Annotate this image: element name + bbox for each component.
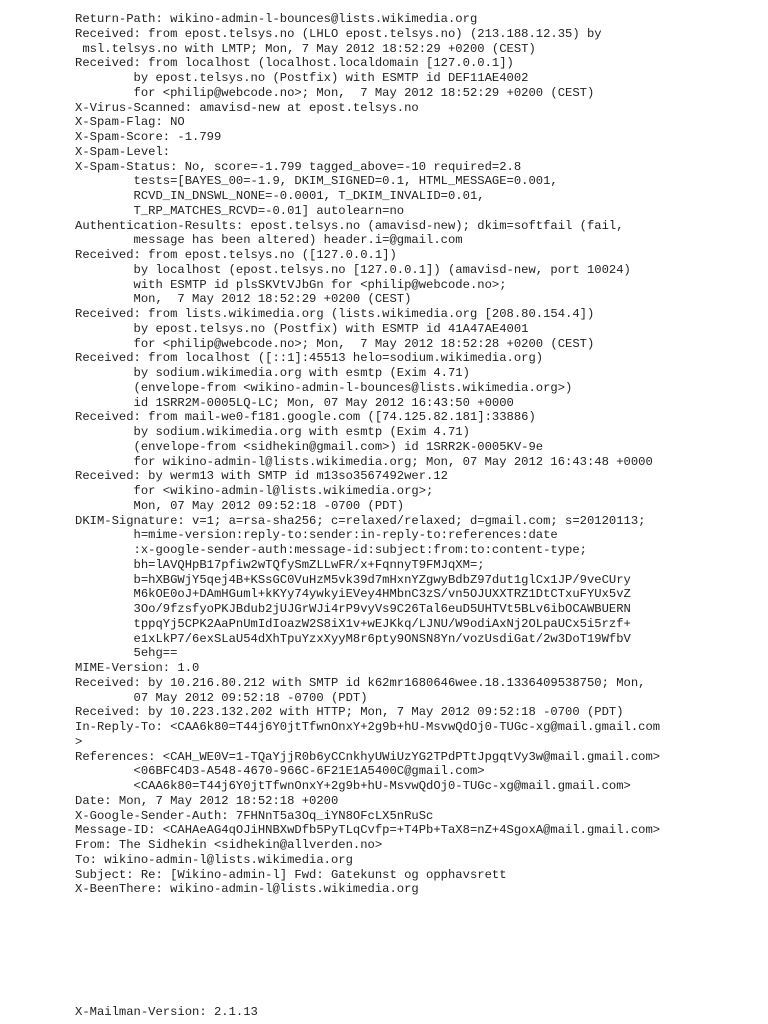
header-line: id 1SRR2M-0005LQ-LC; Mon, 07 May 2012 16:43:50 +0000 bbox=[75, 395, 514, 410]
header-line: Authentication-Results: epost.telsys.no (amavisd-new); dkim=softfail (fail, bbox=[75, 218, 624, 233]
header-line: b=hXBGWjY5qej4B+KSsGC0VuHzM5vk39d7mHxnYZgwyBdbZ97dut1glCx1JP/9veCUry bbox=[75, 572, 631, 587]
header-line: Received: from localhost ([::1]:45513 helo=sodium.wikimedia.org) bbox=[75, 351, 544, 366]
header-line: Received: by 10.216.80.212 with SMTP id k62mr1680646wee.18.1336409538750; Mon, bbox=[75, 675, 646, 690]
header-line: DKIM-Signature: v=1; a=rsa-sha256; c=relaxed/relaxed; d=gmail.com; s=20120113; bbox=[75, 513, 646, 528]
header-line: X-Spam-Level: bbox=[75, 144, 171, 159]
header-line: 3Oo/9fzsfyoPKJBdub2jUJGrWJi4rP9vyVs9C26Tal6euD5UHTVt5BLv6ibOCAWBUERN bbox=[75, 602, 631, 616]
header-line: X-Google-Sender-Auth: 7FHNnT5a3Oq_iYN8OFcLX5nRuSc bbox=[75, 808, 434, 823]
header-line: <06BFC4D3-A548-4670-966C-6F21E1A5400C@gmail.com> bbox=[75, 764, 485, 779]
header-line: :x-google-sender-auth:message-id:subject:from:to:content-type; bbox=[75, 543, 587, 557]
header-line: by localhost (epost.telsys.no [127.0.0.1]) (amavisd-new, port 10024) bbox=[75, 262, 631, 277]
header-line: Date: Mon, 7 May 2012 18:52:18 +0200 bbox=[75, 793, 339, 808]
header-line: T_RP_MATCHES_RCVD=-0.01] autolearn=no bbox=[75, 203, 405, 218]
header-line: Mon, 7 May 2012 18:52:29 +0200 (CEST) bbox=[75, 292, 412, 307]
header-line: by sodium.wikimedia.org with esmtp (Exim 4.71) bbox=[75, 366, 470, 380]
header-line: for <philip@webcode.no>; Mon, 7 May 2012 18:52:28 +0200 (CEST) bbox=[75, 336, 595, 351]
header-line: for <wikino-admin-l@lists.wikimedia.org>; bbox=[75, 484, 434, 498]
mailman-version-line: X-Mailman-Version: 2.1.13 bbox=[75, 1005, 258, 1019]
header-line: bh=lAVQHpB17pfiw2wTQfySmZLLwFR/x+FqnnyT9FMJqXM=; bbox=[75, 557, 485, 572]
header-line: Return-Path: wikino-admin-l-bounces@lists.wikimedia.org bbox=[75, 12, 478, 26]
header-line: Mon, 07 May 2012 09:52:18 -0700 (PDT) bbox=[75, 498, 405, 513]
header-line: Message-ID: <CAHAeAG4qOJiHNBXwDfb5PyTLqCvfp=+T4Pb+TaX8=nZ+4SgoxA@mail.gmail.com> bbox=[75, 823, 661, 838]
header-line: M6kOE0oJ+DAmHGuml+kKYy74ywkyiEVey4HMbnC3zS/vn5OJUXXTRZ1DtCTxuFYUx5vZ bbox=[75, 587, 631, 602]
header-line: From: The Sidhekin <sidhekin@allverden.no> bbox=[75, 838, 383, 852]
header-line: Received: from localhost (localhost.localdomain [127.0.0.1]) bbox=[75, 56, 514, 71]
header-line: In-Reply-To: <CAA6k80=T44j6Y0jtTfwnOnxY+2g9b+hU-MsvwQdOj0-TUGc-xg@mail.gmail.com bbox=[75, 720, 661, 734]
header-line: e1xLkP7/6exSLaU54dXhTpuYzxXyyM8r6pty9ONSN8Yn/vozUsdiGat/2w3DoT19WfbV bbox=[75, 631, 631, 646]
header-line: To: wikino-admin-l@lists.wikimedia.org bbox=[75, 852, 353, 867]
header-line: Received: from epost.telsys.no (LHLO epost.telsys.no) (213.188.12.35) by bbox=[75, 26, 602, 41]
header-line: <CAA6k80=T44j6Y0jtTfwnOnxY+2g9b+hU-MsvwQdOj0-TUGc-xg@mail.gmail.com> bbox=[75, 779, 631, 793]
header-line: (envelope-from <wikino-admin-l-bounces@lists.wikimedia.org>) bbox=[75, 380, 573, 395]
header-line: by sodium.wikimedia.org with esmtp (Exim 4.71) bbox=[75, 425, 470, 439]
header-line: by epost.telsys.no (Postfix) with ESMTP id DEF11AE4002 bbox=[75, 71, 529, 85]
header-line: References: <CAH_WE0V=1-TQaYjjR0b6yCCnkhyUWiUzYG2TPdPTtJpgqtVy3w@mail.gmail.com> bbox=[75, 749, 661, 764]
header-line: by epost.telsys.no (Postfix) with ESMTP id 41A47AE4001 bbox=[75, 321, 529, 336]
header-line: Received: by werm13 with SMTP id m13so3567492wer.12 bbox=[75, 469, 448, 484]
header-line: for wikino-admin-l@lists.wikimedia.org; Mon, 07 May 2012 16:43:48 +0000 bbox=[75, 454, 653, 469]
header-line: Received: from lists.wikimedia.org (lists.wikimedia.org [208.80.154.4]) bbox=[75, 307, 595, 321]
header-line: tests=[BAYES_00=-1.9, DKIM_SIGNED=0.1, HTML_MESSAGE=0.001, bbox=[75, 174, 558, 189]
header-line: X-Spam-Score: -1.799 bbox=[75, 130, 222, 144]
header-line: X-Spam-Status: No, score=-1.799 tagged_above=-10 required=2.8 bbox=[75, 159, 522, 174]
header-line: 07 May 2012 09:52:18 -0700 (PDT) bbox=[75, 690, 368, 705]
header-line: MIME-Version: 1.0 bbox=[75, 661, 200, 675]
header-line: (envelope-from <sidhekin@gmail.com>) id 1SRR2K-0005KV-9e bbox=[75, 439, 544, 454]
header-line: for <philip@webcode.no>; Mon, 7 May 2012 18:52:29 +0200 (CEST) bbox=[75, 85, 595, 100]
header-line: > bbox=[75, 734, 83, 749]
header-line: RCVD_IN_DNSWL_NONE=-0.0001, T_DKIM_INVALID=0.01, bbox=[75, 189, 485, 203]
header-line: Received: from mail-we0-f181.google.com ([74.125.82.181]:33886) bbox=[75, 410, 536, 425]
header-line: X-Spam-Flag: NO bbox=[75, 115, 185, 130]
header-line: with ESMTP id plsSKVtVJbGn for <philip@webcode.no>; bbox=[75, 277, 507, 292]
header-line: 5ehg== bbox=[75, 646, 178, 661]
header-line: message has been altered) header.i=@gmail.com bbox=[75, 233, 463, 248]
header-line: Received: by 10.223.132.202 with HTTP; Mon, 7 May 2012 09:52:18 -0700 (PDT) bbox=[75, 705, 624, 720]
header-line: X-Virus-Scanned: amavisd-new at epost.telsys.no bbox=[75, 100, 419, 115]
header-line: Received: from epost.telsys.no ([127.0.0.1]) bbox=[75, 248, 397, 262]
header-line: X-BeenThere: wikino-admin-l@lists.wikimedia.org bbox=[75, 882, 419, 897]
header-line: tppqYj5CPK2AaPnUmIdIoazW2S8iX1v+wEJKkq/LJNU/W9odiAxNj2OLpaUCx5i5rzf+ bbox=[75, 616, 631, 631]
email-headers bbox=[75, 12, 765, 897]
header-line: msl.telsys.no with LMTP; Mon, 7 May 2012 18:52:29 +0200 (CEST) bbox=[75, 41, 536, 56]
header-line: Subject: Re: [Wikino-admin-l] Fwd: Gatekunst og opphavsrett bbox=[75, 867, 507, 882]
header-line: h=mime-version:reply-to:sender:in-reply-to:references:date bbox=[75, 528, 558, 543]
